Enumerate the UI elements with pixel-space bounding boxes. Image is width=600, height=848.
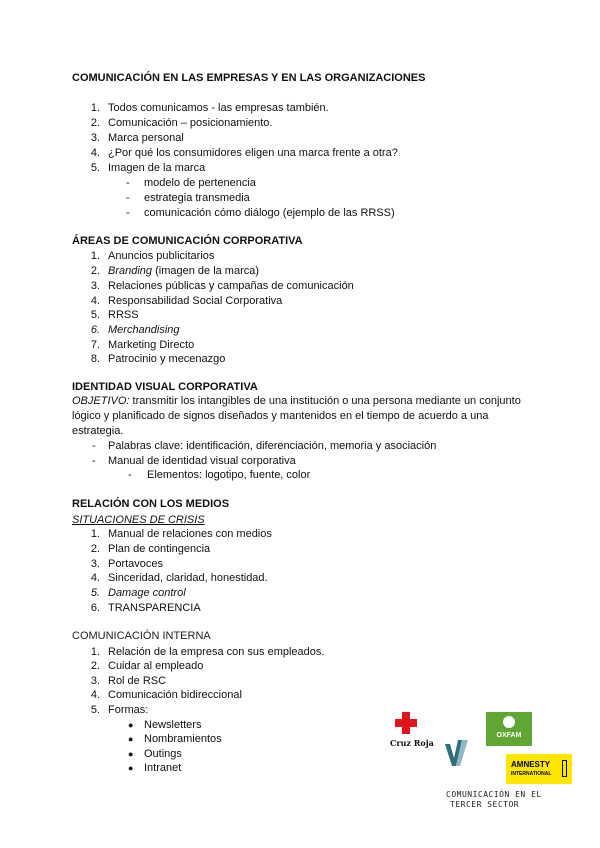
list-text: Anuncios publicitarios [108, 250, 215, 262]
list-item [0, 601, 600, 615]
list-number: 4. [90, 572, 100, 584]
list-item [0, 557, 600, 571]
bullet-marker: ● [128, 763, 134, 773]
list-text: Cuidar al empleado [108, 660, 204, 672]
objetivo-paragraph [72, 394, 532, 439]
list-text: Imagen de la marca [108, 162, 206, 174]
list-text: Merchandising [108, 324, 180, 336]
list-item [0, 146, 600, 160]
list-number: 7. [90, 339, 100, 351]
section-heading-areas: ÁREAS DE COMUNICACIÓN CORPORATIVA [72, 235, 303, 247]
emphasis-text: Branding [108, 265, 153, 277]
list-number: 3. [90, 132, 100, 144]
list-text: Rol de RSC [108, 675, 167, 687]
red-cross-bar [395, 719, 417, 727]
sub-list-item [0, 191, 600, 205]
cruz-roja-label: Cruz Roja [390, 738, 434, 748]
list-item [0, 659, 600, 673]
dash-text: Manual de identidad visual corporativa [108, 455, 296, 467]
list-item [0, 308, 600, 322]
list-number: 1. [90, 102, 100, 114]
list-item [0, 161, 600, 175]
bullet-text: Intranet [144, 762, 182, 774]
list-text: Comunicación bidireccional [108, 689, 242, 701]
list-text: Marketing Directo [108, 339, 195, 351]
sub-list-text: comunicación cómo diálogo (ejemplo de las RRSS) [144, 207, 395, 219]
objetivo-text: transmitir los intangibles de una institución o una persona mediante un conjunto lógico y planificado de signos diseñados y mantenidos en el tiempo de acuerdo a una estrategia. [72, 395, 521, 437]
list-item [0, 542, 600, 556]
list-item [0, 323, 600, 337]
sub-dash-text: Elementos: logotipo, fuente, color [147, 469, 311, 481]
sub-list-text: modelo de pertenencia [144, 177, 256, 189]
list-number: 1. [90, 646, 100, 658]
list-text: TRANSPARENCIA [108, 602, 201, 614]
section-heading-medios: RELACIÓN CON LOS MEDIOS [72, 498, 230, 510]
list-number: 3. [90, 558, 100, 570]
list-item [0, 586, 600, 600]
list-item [0, 688, 600, 702]
oxfam-label: OXFAM [496, 732, 522, 739]
list-item [0, 131, 600, 145]
list-item [0, 674, 600, 688]
list-number: 5. [90, 587, 100, 599]
list-item [0, 527, 600, 541]
list-text: Plan de contingencia [108, 543, 211, 555]
list-text-rest: (imagen de la marca) [152, 265, 260, 277]
bullet-marker: ● [128, 749, 134, 759]
list-number: 1. [90, 528, 100, 540]
bullet-marker: ● [128, 720, 134, 730]
list-text: Marca personal [108, 132, 184, 144]
objetivo-label: OBJETIVO: [72, 395, 130, 407]
list-number: 5. [90, 162, 100, 174]
list-item [0, 338, 600, 352]
list-item [0, 101, 600, 115]
dash-text: Palabras clave: identificación, diferenciación, memoria y asociación [108, 440, 437, 452]
amnesty-logo [506, 754, 572, 784]
dash-marker: - [126, 192, 130, 204]
bullet-text: Nombramientos [144, 733, 222, 745]
list-item [0, 249, 600, 263]
list-item [0, 352, 600, 366]
list-item [0, 116, 600, 130]
list-number: 3. [90, 675, 100, 687]
list-number: 2. [90, 660, 100, 672]
list-number: 4. [90, 689, 100, 701]
amnesty-sub-label: INTERNATIONAL [511, 771, 552, 777]
tercer-sector-caption [446, 790, 542, 810]
list-number: 1. [90, 250, 100, 262]
list-text: Relaciones públicas y campañas de comunicación [108, 280, 354, 292]
dash-marker: - [92, 440, 96, 452]
section-heading-interna: COMUNICACIÓN INTERNA [72, 630, 211, 642]
sub-list-text: estrategia transmedia [144, 192, 250, 204]
oxfam-logo [486, 712, 532, 746]
dash-marker: - [128, 469, 132, 481]
list-number: 5. [90, 309, 100, 321]
list-text: Sinceridad, claridad, honestidad. [108, 572, 268, 584]
bullet-text: Newsletters [144, 719, 202, 731]
list-text: RRSS [108, 309, 139, 321]
dash-item [0, 439, 600, 453]
list-text: Responsabilidad Social Corporativa [108, 295, 283, 307]
list-number: 6. [90, 602, 100, 614]
list-item [0, 279, 600, 293]
list-number: 3. [90, 280, 100, 292]
list-number: 4. [90, 147, 100, 159]
sub-list-item [0, 206, 600, 220]
list-text: Comunicación – posicionamiento. [108, 117, 273, 129]
list-text: ¿Por qué los consumidores eligen una marca frente a otra? [108, 147, 398, 159]
list-text: Todos comunicamos - las empresas también. [108, 102, 329, 114]
list-number: 2. [90, 265, 100, 277]
section-heading-identidad: IDENTIDAD VISUAL CORPORATIVA [72, 381, 258, 393]
list-item [0, 294, 600, 308]
sub-dash-item [0, 468, 600, 482]
list-number: 2. [90, 543, 100, 555]
list-text: Manual de relaciones con medios [108, 528, 272, 540]
list-text: Formas: [108, 704, 149, 716]
bullet-text: Outings [144, 748, 182, 760]
dash-marker: - [92, 455, 96, 467]
list-number: 8. [90, 353, 100, 365]
v-organization-logo [442, 738, 472, 770]
oxfam-circle-icon [503, 716, 515, 728]
caption-line: TERCER SECTOR [450, 800, 520, 809]
list-number: 5. [90, 704, 100, 716]
page-title: COMUNICACIÓN EN LAS EMPRESAS Y EN LAS ORGANIZACIONES [72, 72, 426, 84]
sub-list-item [0, 176, 600, 190]
list-number: 4. [90, 295, 100, 307]
amnesty-label: AMNESTY [511, 760, 551, 769]
dash-marker: - [126, 177, 130, 189]
list-item [0, 571, 600, 585]
list-text: Portavoces [108, 558, 164, 570]
list-number: 2. [90, 117, 100, 129]
dash-marker: - [126, 207, 130, 219]
candle-icon [562, 760, 567, 777]
list-text [108, 264, 259, 278]
list-item [0, 645, 600, 659]
list-item [0, 264, 600, 278]
list-text: Damage control [108, 587, 186, 599]
list-text: Relación de la empresa con sus empleados. [108, 646, 325, 658]
caption-line: COMUNICACIÓN EN EL [446, 790, 542, 799]
crisis-subheading: SITUACIONES DE CRISIS [72, 514, 205, 526]
bullet-marker: ● [128, 734, 134, 744]
list-number: 6. [90, 324, 100, 336]
dash-item [0, 454, 600, 468]
list-text: Patrocinio y mecenazgo [108, 353, 226, 365]
